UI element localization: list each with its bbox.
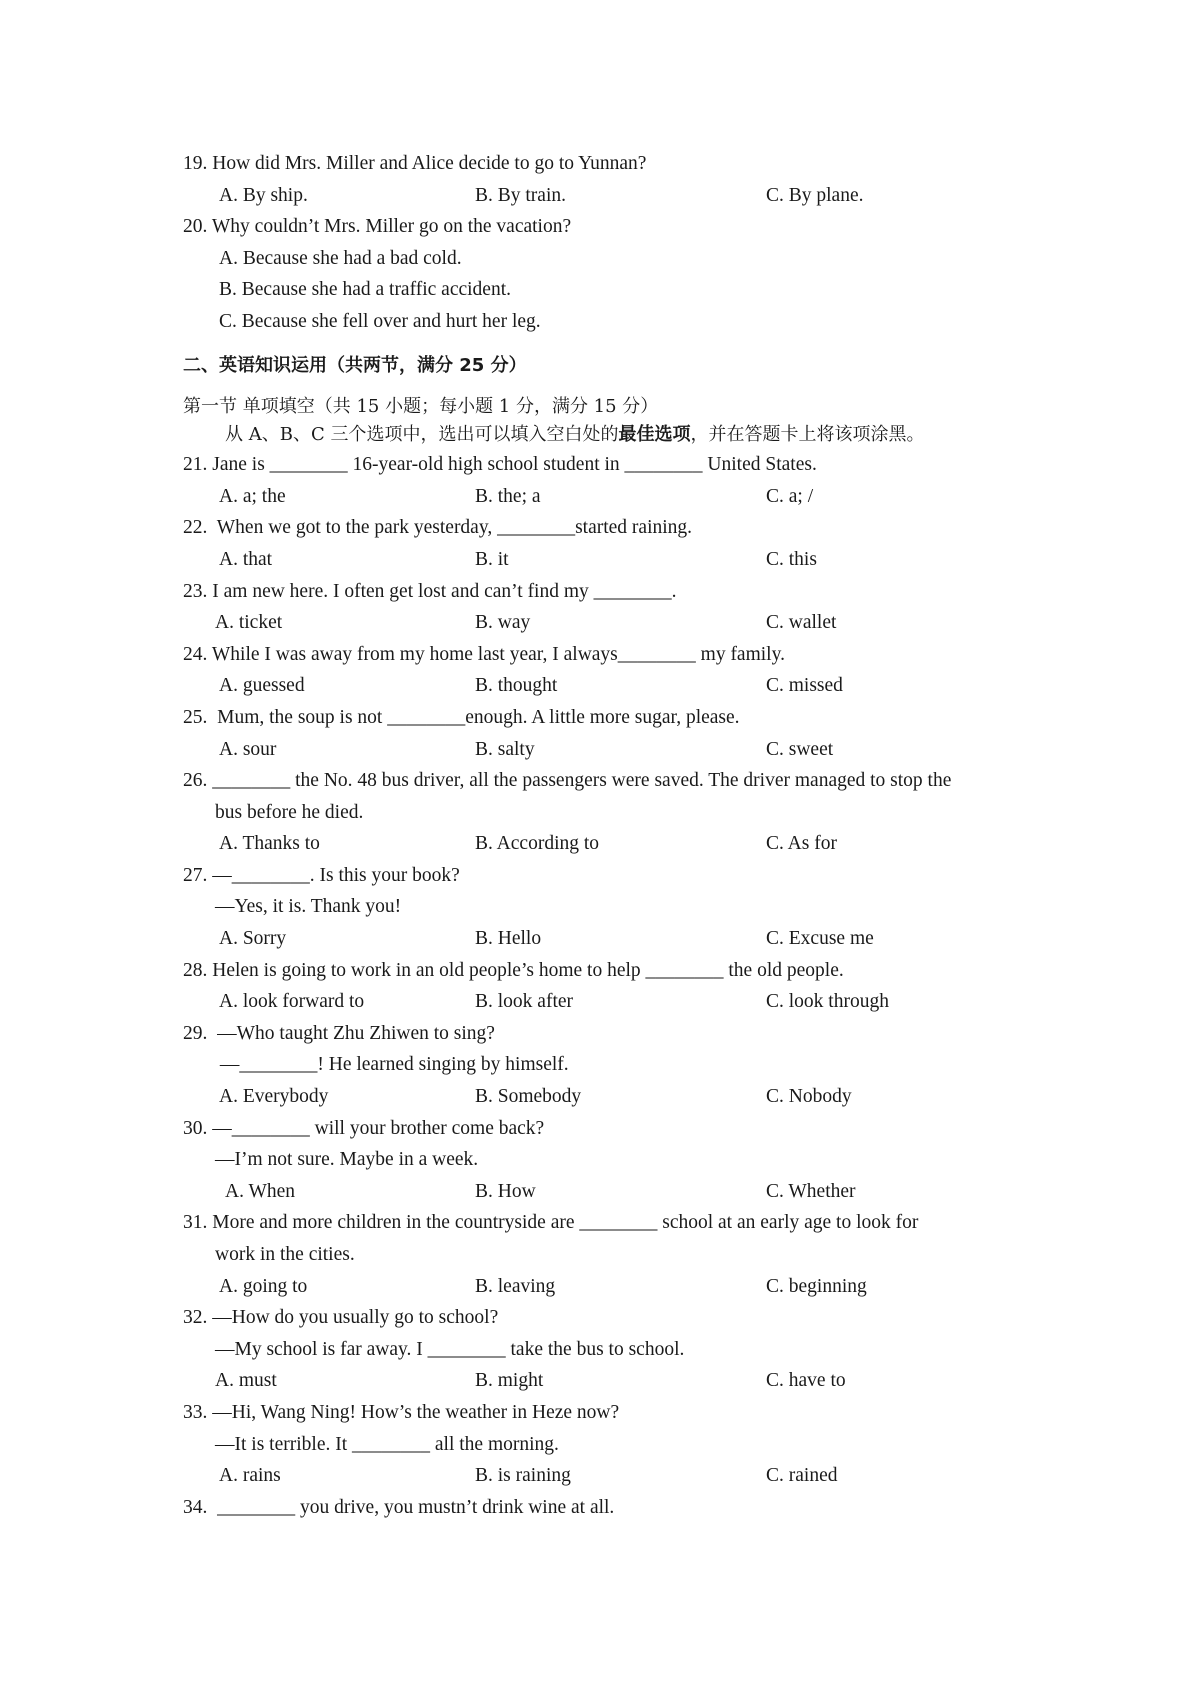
option-c: C. missed: [766, 675, 843, 697]
option-b: B. thought: [475, 675, 558, 697]
option-c: C. sweet: [766, 738, 834, 760]
option-a: A. Everybody: [219, 1086, 329, 1108]
option-b: B. the; a: [475, 485, 541, 507]
question-29-options: [183, 1081, 1063, 1113]
question-30-reply: —I’m not sure. Maybe in a week.: [215, 1149, 479, 1171]
option-c: C. have to: [766, 1370, 846, 1392]
option-a: A. a; the: [219, 485, 286, 507]
section-title: 二、英语知识运用（共两节，满分 25 分）: [183, 354, 527, 376]
option-a: A. that: [219, 548, 273, 570]
question-22-options: [183, 544, 1063, 576]
option-a: A. look forward to: [219, 991, 365, 1013]
question-19-stem: 19. How did Mrs. Miller and Alice decide to go to Yunnan?: [183, 153, 647, 174]
option-c: C. rained: [766, 1465, 838, 1487]
option-b: B. How: [475, 1180, 536, 1202]
option-b: B. might: [475, 1370, 544, 1392]
question-27-stem: 27. —________. Is this your book?: [183, 864, 460, 886]
option-c: C. Excuse me: [766, 928, 874, 950]
option-a: A. rains: [219, 1465, 281, 1487]
question-31-stem: 31. More and more children in the countryside are ________ school at an early age to look for: [183, 1212, 919, 1234]
instructions: [183, 421, 1063, 449]
question-33-stem: 33. —Hi, Wang Ning! How’s the weather in Heze now?: [183, 1401, 620, 1423]
question-21-options: [183, 481, 1063, 513]
subsection-title: 第一节 单项填空（共 15 小题；每小题 1 分，满分 15 分）: [183, 396, 659, 418]
question-26-stem-cont: bus before he died.: [215, 801, 364, 823]
option-a: A. guessed: [219, 675, 305, 697]
question-31-stem-cont: work in the cities.: [215, 1244, 355, 1265]
question-33-reply: —It is terrible. It ________ all the morning.: [215, 1433, 559, 1455]
instructions-post: ，并在答题卡上将该项涂黑。: [690, 424, 925, 446]
option-a: A. When: [225, 1180, 296, 1202]
option-c: C. By plane.: [766, 184, 864, 206]
question-26-options: [183, 828, 1063, 860]
question-21-stem: 21. Jane is ________ 16-year-old high school student in ________ United States.: [183, 454, 817, 476]
question-31-options: [183, 1271, 1063, 1303]
option-c: C. Because she fell over and hurt her leg.: [219, 310, 541, 332]
question-28-stem: 28. Helen is going to work in an old people’s home to help ________ the old people.: [183, 959, 844, 981]
question-23-options: [183, 607, 1063, 639]
question-26-stem: 26. ________ the No. 48 bus driver, all the passengers were saved. The driver managed to stop the: [183, 770, 952, 792]
question-28-options: [183, 986, 1063, 1018]
question-30-stem: 30. —________ will your brother come back?: [183, 1117, 545, 1139]
option-c: C. wallet: [766, 612, 837, 634]
option-b: B. way: [475, 612, 531, 634]
question-23-stem: 23. I am new here. I often get lost and can’t find my ________.: [183, 580, 677, 602]
question-32-options: [183, 1365, 1063, 1397]
option-b: B. By train.: [475, 184, 566, 206]
instructions-pre: 从 A、B、C 三个选项中，选出可以填入空白处的: [225, 424, 619, 446]
option-b: B. is raining: [475, 1465, 571, 1487]
question-34-stem: 34. ________ you drive, you mustn’t drink wine at all.: [183, 1496, 615, 1518]
question-30-options: [183, 1176, 1063, 1208]
option-c: C. beginning: [766, 1275, 867, 1297]
question-24-stem: 24. While I was away from my home last year, I always________ my family.: [183, 643, 785, 665]
exam-page: [183, 148, 1063, 1523]
instructions-bold: 最佳选项: [618, 424, 691, 446]
option-b: B. salty: [475, 738, 535, 760]
option-b: B. Somebody: [475, 1086, 582, 1108]
option-b: B. leaving: [475, 1275, 556, 1297]
option-b: B. look after: [475, 991, 574, 1013]
option-a: A. ticket: [215, 612, 283, 634]
option-b: B. Hello: [475, 928, 542, 950]
question-33-options: [183, 1460, 1063, 1492]
option-c: C. this: [766, 548, 817, 570]
option-a: A. By ship.: [219, 184, 308, 206]
option-b: B. it: [475, 548, 509, 570]
question-32-stem: 32. —How do you usually go to school?: [183, 1307, 499, 1329]
question-32-reply: —My school is far away. I ________ take the bus to school.: [215, 1338, 685, 1360]
option-c: C. a; /: [766, 485, 814, 507]
option-a: A. must: [215, 1370, 277, 1392]
question-25-options: [183, 734, 1063, 766]
option-a: A. Sorry: [219, 928, 287, 950]
option-c: C. look through: [766, 991, 889, 1013]
question-20-stem: 20. Why couldn’t Mrs. Miller go on the vacation?: [183, 216, 572, 238]
question-27-options: [183, 923, 1063, 955]
option-c: C. As for: [766, 833, 837, 855]
question-27-reply: —Yes, it is. Thank you!: [215, 896, 402, 918]
option-a: A. Because she had a bad cold.: [219, 247, 462, 269]
question-25-stem: 25. Mum, the soup is not ________enough. A little more sugar, please.: [183, 706, 740, 728]
option-c: C. Nobody: [766, 1086, 852, 1108]
option-a: A. sour: [219, 738, 277, 760]
question-24-options: [183, 670, 1063, 702]
option-c: C. Whether: [766, 1180, 856, 1202]
option-a: A. Thanks to: [219, 833, 320, 855]
option-b: B. Because she had a traffic accident.: [219, 279, 512, 301]
question-19-options: [183, 180, 1063, 212]
question-29-stem: 29. —Who taught Zhu Zhiwen to sing?: [183, 1022, 495, 1044]
question-22-stem: 22. When we got to the park yesterday, ________started raining.: [183, 517, 693, 539]
option-a: A. going to: [219, 1275, 308, 1297]
question-29-reply: —________! He learned singing by himself.: [215, 1054, 569, 1076]
option-b: B. According to: [475, 833, 600, 855]
